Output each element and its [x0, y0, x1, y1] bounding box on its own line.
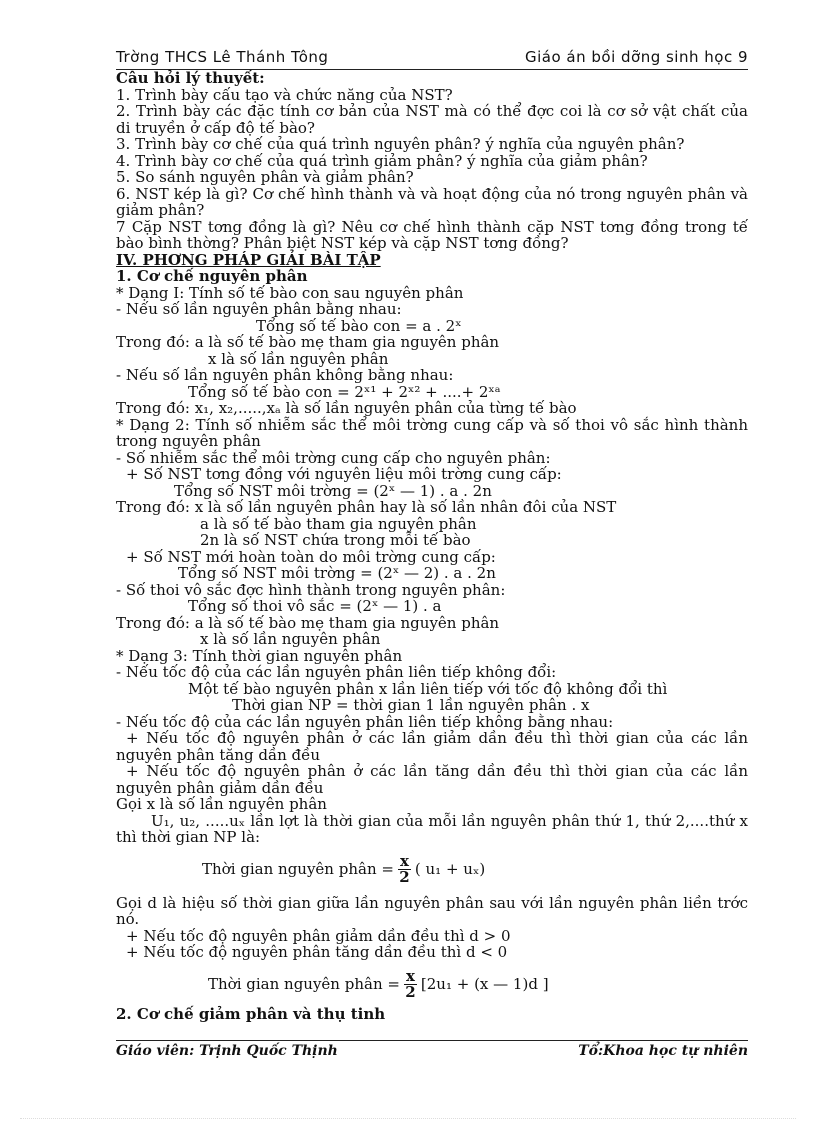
section-title: Câu hỏi lý thuyết: — [116, 69, 265, 87]
fraction-denominator: 2 — [405, 982, 416, 1001]
header-subject: Giáo án bồi dỡng sinh học 9 — [524, 48, 748, 66]
text-line: - Nếu số lần nguyên phân bằng nhau: — [116, 300, 402, 318]
question-7: 7 Cặp NST tơng đồng là gì? Nêu cơ chế hình thành cặp NST tơng đồng trong tế bào bình thờng? Phân biệt NST kép và cặp NST tơng đồng? — [116, 217, 748, 252]
page-footer — [116, 1040, 748, 1059]
fraction — [398, 851, 411, 886]
header-school: Trờng THCS Lê Thánh Tông — [116, 48, 329, 66]
fraction — [404, 966, 417, 1001]
fraction-numerator: x — [405, 966, 415, 985]
footer-department: Tổ:Khoa học tự nhiên — [578, 1043, 748, 1059]
question-4: 4. Trình bày cơ chế của quá trình giảm phân? ý nghĩa của giảm phân? — [116, 151, 648, 170]
page-edge-divider — [20, 1118, 796, 1119]
question-5: 5. So sánh nguyên phân và giảm phân? — [116, 168, 414, 186]
page-header — [116, 48, 748, 70]
text-line: - Nếu số lần nguyên phân không bằng nhau: — [116, 366, 454, 384]
page — [116, 48, 748, 1022]
text-line: Gọi x là số lần nguyên phân — [116, 795, 327, 813]
text-line: Trong đó: x₁, x₂,.....,xₐ là số lần nguyên phân của từng tế bào — [116, 399, 577, 417]
sub1-title: 1. Cơ chế nguyên phân — [116, 267, 308, 285]
text-line: + Số NST tơng đồng với nguyên liệu môi trờng cung cấp: — [126, 465, 562, 483]
formula-line: Tổng số NST môi trờng = (2ˣ — 2) . a . 2n — [178, 564, 496, 582]
question-3: 3. Trình bày cơ chế của quá trình nguyên phân? ý nghĩa của nguyên phân? — [116, 135, 685, 153]
formula-line: Tổng số NST môi trờng = (2ˣ — 1) . a . 2n — [174, 481, 492, 500]
text-line: + Số NST mới hoàn toàn do môi trờng cung cấp: — [126, 547, 496, 566]
text-line: 2n là số NST chứa trong mỗi tế bào — [200, 531, 471, 549]
question-1: 1. Trình bày cấu tạo và chức năng của NST? — [116, 85, 453, 104]
formula-rest: [2u₁ + (x — 1)d ] — [420, 974, 549, 993]
text-line: + Nếu tốc độ nguyên phân giảm dần đều thì d > 0 — [126, 926, 511, 945]
formula-line: Tổng số tế bào con = a . 2ˣ — [256, 316, 462, 335]
footer-teacher: Giáo viên: Trịnh Quốc Thịnh — [116, 1043, 338, 1059]
formula-time-np-2 — [116, 966, 748, 1001]
formula-rest: ( u₁ + uₓ) — [414, 859, 486, 878]
text-line: - Nếu tốc độ của các lần nguyên phân liên tiếp không đổi: — [116, 663, 557, 681]
text-line: * Dạng 2: Tính số nhiễm sắc thể môi trờng cung cấp và số thoi vô sắc hình thành trong nguyên phân — [116, 415, 748, 450]
text-line: U₁, u₂, .....uₓ lần lợt là thời gian của mỗi lần nguyên phân thứ 1, thứ 2,....thứ x thì thời gian NP là: — [116, 811, 748, 846]
text-line: * Dạng 3: Tính thời gian nguyên phân — [116, 646, 403, 665]
text-line: a là số tế bào tham gia nguyên phân — [200, 514, 477, 533]
text-line: * Dạng I: Tính số tế bào con sau nguyên phân — [116, 283, 464, 302]
part4-title: IV. PHƠNG PHÁP GIẢI BÀI TẬP — [116, 250, 381, 269]
text-line: - Số nhiễm sắc thể môi trờng cung cấp cho nguyên phân: — [116, 448, 551, 467]
formula-label: Thời gian nguyên phân = — [208, 974, 400, 993]
text-line: Một tế bào nguyên phân x lần liên tiếp với tốc độ không đổi thì — [188, 679, 668, 698]
text-line: - Số thoi vô sắc đợc hình thành trong nguyên phân: — [116, 580, 506, 599]
text-line: + Nếu tốc độ nguyên phân tăng dần đều thì d < 0 — [126, 943, 508, 961]
formula-line: Tổng số tế bào con = 2ˣ¹ + 2ˣ² + ....+ 2ˣᵃ — [188, 382, 501, 401]
formula-line: Thời gian NP = thời gian 1 lần nguyên phân . x — [232, 696, 590, 714]
text-line: x là số lần nguyên phân — [208, 349, 389, 368]
text-line: Trong đó: x là số lần nguyên phân hay là số lần nhân đôi của NST — [116, 498, 617, 516]
text-line: Trong đó: a là số tế bào mẹ tham gia nguyên phân — [116, 613, 500, 632]
text-line: + Nếu tốc độ nguyên phân ở các lần tăng dần đều thì thời gian của các lần nguyên phân giảm dần đều — [116, 762, 748, 797]
fraction-numerator: x — [399, 851, 409, 870]
fraction-denominator: 2 — [399, 867, 410, 886]
text-line: Gọi d là hiệu số thời gian giữa lần nguyên phân sau với lần nguyên phân liền trớc nó. — [116, 893, 748, 928]
question-2: 2. Trình bày các đặc tính cơ bản của NST mà có thể đợc coi là cơ sở vật chất của di truyền ở cấp độ tế bào? — [116, 102, 748, 137]
document-body — [116, 70, 748, 1022]
formula-time-np-1 — [116, 851, 748, 886]
formula-label: Thời gian nguyên phân = — [202, 859, 394, 878]
sub2-title: 2. Cơ chế giảm phân và thụ tinh — [116, 1004, 386, 1023]
text-line: - Nếu tốc độ của các lần nguyên phân liên tiếp không bằng nhau: — [116, 712, 614, 731]
text-line: x là số lần nguyên phân — [200, 630, 381, 648]
formula-line: Tổng số thoi vô sắc = (2ˣ — 1) . a — [188, 597, 442, 615]
text-line: + Nếu tốc độ nguyên phân ở các lần giảm dần đều thì thời gian của các lần nguyên phân tăng dần đều — [116, 729, 748, 764]
text-line: Trong đó: a là số tế bào mẹ tham gia nguyên phân — [116, 333, 500, 351]
question-6: 6. NST kép là gì? Cơ chế hình thành và và hoạt động của nó trong nguyên phân và giảm phân? — [116, 184, 748, 219]
